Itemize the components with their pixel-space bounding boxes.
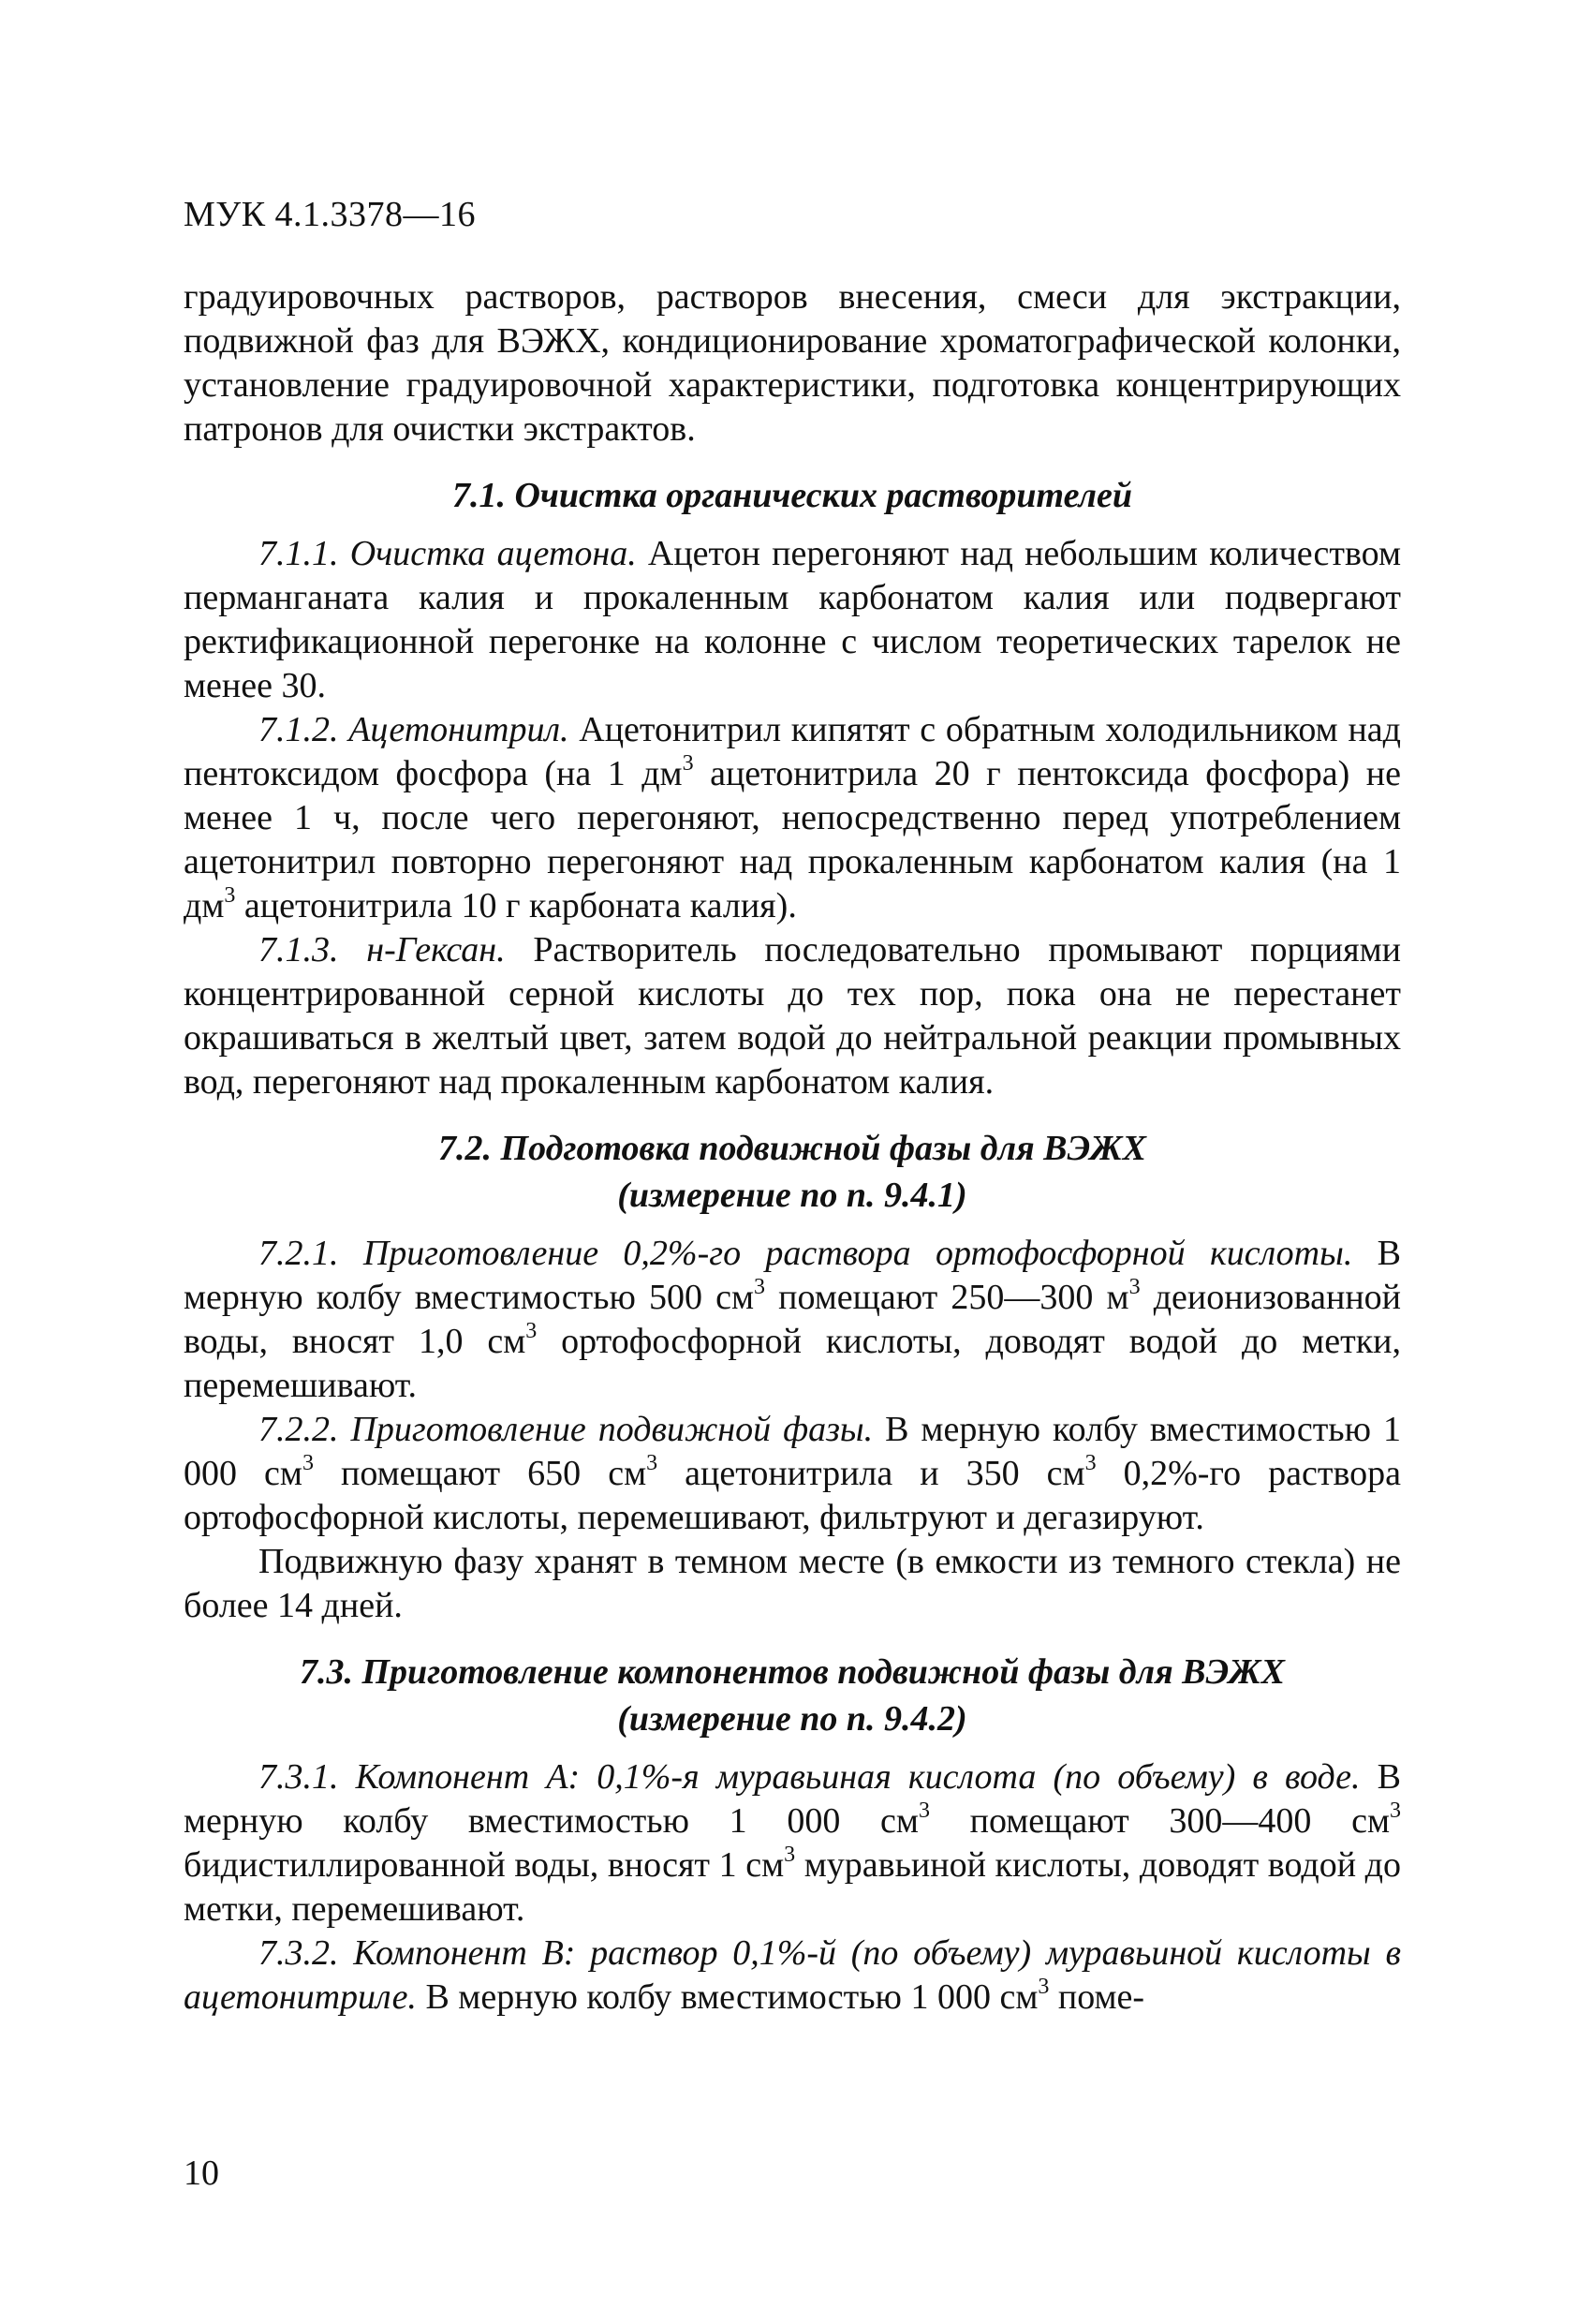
paragraph-7-3-1-text-b: помещают 300—400 см (929, 1801, 1391, 1841)
superscript-3: 3 (754, 1275, 766, 1300)
paragraph-7-2-1-text-b: помещают 250—300 м (765, 1278, 1129, 1317)
paragraph-7-3-2-label: 7.3.2. Компонент В: раствор 0,1%-й (по объему) муравьиной кислоты в ацетонитриле. (184, 1933, 1401, 2017)
paragraph-7-2-1 (184, 1232, 1401, 1408)
paragraph-7-2-1-text-a: В мерную колбу вместимостью 500 см (184, 1234, 1401, 1317)
paragraph-7-2-2-text-b: помещают 650 см (313, 1454, 647, 1493)
superscript-3: 3 (1038, 1975, 1050, 2000)
superscript-3: 3 (525, 1319, 538, 1344)
section-7-2-title-line2: (измерение по п. 9.4.1) (617, 1176, 967, 1215)
paragraph-7-2-2-text-a: В мерную колбу вместимостью 1 000 см (184, 1410, 1401, 1493)
section-7-2-title-line1: 7.2. Подготовка подвижной фазы для ВЭЖХ (438, 1129, 1146, 1168)
paragraph-7-1-1-text: Ацетон перегоняют над небольшим количеством перманганата калия и прокаленным карбонатом калия или подвергают ректификационной перегонке на колонне с числом теоретических тарелок не менее 30. (184, 534, 1401, 705)
superscript-3: 3 (1390, 1799, 1402, 1824)
paragraph-7-2-2-text-d: 0,2%-го раствора ортофосфорной кислоты, перемешивают, фильтруют и дегазируют. (184, 1454, 1401, 1537)
paragraph-7-2-1-text-c: деионизованной воды, вносят 1,0 см (184, 1278, 1402, 1361)
paragraph-7-3-1-label: 7.3.1. Компонент А: 0,1%-я муравьиная кислота (по объему) в воде. (258, 1757, 1361, 1797)
paragraph-7-1-3-label: 7.1.3. н-Гексан. (258, 930, 506, 970)
paragraph-7-3-1-text-d: муравьиной кислоты, доводят водой до метки, перемешивают. (184, 1845, 1401, 1929)
superscript-3: 3 (682, 751, 694, 777)
paragraph-7-1-2 (184, 708, 1401, 928)
superscript-3: 3 (1084, 1451, 1097, 1476)
superscript-3: 3 (784, 1843, 796, 1868)
paragraph-7-2-1-label: 7.2.1. Приготовление 0,2%-го раствора ортофосфорной кислоты. (258, 1234, 1353, 1273)
page-number: 10 (184, 2154, 219, 2193)
paragraph-7-2-storage: Подвижную фазу хранят в темном месте (в емкости из темного стекла) не более 14 дней. (184, 1542, 1401, 1625)
paragraph-7-3-2 (184, 1932, 1401, 2020)
superscript-3: 3 (224, 883, 236, 909)
paragraph-7-3-2-text-b: поме- (1049, 1977, 1145, 2017)
paragraph-7-3-1-text-a: В мерную колбу вместимостью 1 000 см (184, 1757, 1401, 1841)
paragraph-7-1-2-text-c: ацетонитрила 10 г карбоната калия). (235, 886, 797, 925)
paragraph-7-3-2-text-a: В мерную колбу вместимостью 1 000 см (416, 1977, 1039, 2017)
paragraph-7-3-1-text-c: бидистиллированной воды, вносят 1 см (184, 1845, 785, 1885)
paragraph-7-2-2-label: 7.2.2. Приготовление подвижной фазы. (258, 1410, 874, 1449)
superscript-3: 3 (918, 1799, 930, 1824)
paragraph-7-1-2-text-b: ацетонитрила 20 г пентоксида фосфора) не менее 1 ч, после чего перегоняют, непосредственно перед употреблением ацетонитрил повторно перегоняют над прокаленным карбонатом калия (на 1 дм (184, 754, 1401, 925)
document-body (184, 275, 1401, 2020)
section-7-3-title-line1: 7.3. Приготовление компонентов подвижной фазы для ВЭЖХ (300, 1652, 1285, 1692)
paragraph-7-1-2-label: 7.1.2. Ацетонитрил. (258, 710, 569, 749)
paragraph-7-1-1 (184, 532, 1401, 708)
superscript-3: 3 (646, 1451, 658, 1476)
section-7-1-heading (184, 472, 1401, 519)
superscript-3: 3 (302, 1451, 314, 1476)
section-7-3-title-line2: (измерение по п. 9.4.2) (617, 1699, 967, 1739)
intro-paragraph: градуировочных растворов, растворов внесения, смеси для экстракции, подвижной фаз для ВЭЖХ, кондиционирование хроматографической колонки, установление градуировочной характеристики, подготовка концентрирующих патронов для очистки экстрактов. (184, 277, 1401, 449)
paragraph-7-2-2 (184, 1408, 1401, 1540)
document-code-header: МУК 4.1.3378—16 (184, 195, 477, 234)
paragraph-7-1-1-label: 7.1.1. Очистка ацетона. (258, 534, 637, 573)
superscript-3: 3 (1128, 1275, 1141, 1300)
paragraph-7-2-1-text-d: ортофосфорной кислоты, доводят водой до метки, перемешивают. (184, 1322, 1402, 1405)
paragraph-7-1-3 (184, 928, 1401, 1104)
section-7-1-title: 7.1. Очистка органических растворителей (451, 476, 1133, 515)
paragraph-7-3-1 (184, 1755, 1401, 1932)
section-7-3-heading (184, 1649, 1401, 1742)
paragraph-7-1-3-text: Растворитель последовательно промывают порциями концентрированной серной кислоты до тех пор, пока она не перестанет окрашиваться в желтый цвет, затем водой до нейтральной реакции промывных вод, перегоняют над прокаленным карбонатом калия. (184, 930, 1402, 1102)
paragraph-7-2-2-text-c: ацетонитрила и 350 см (657, 1454, 1085, 1493)
section-7-2-heading (184, 1125, 1401, 1219)
paragraph-7-1-2-text-a: Ацетонитрил кипятят с обратным холодильником над пентоксидом фосфора (на 1 дм (184, 710, 1401, 793)
